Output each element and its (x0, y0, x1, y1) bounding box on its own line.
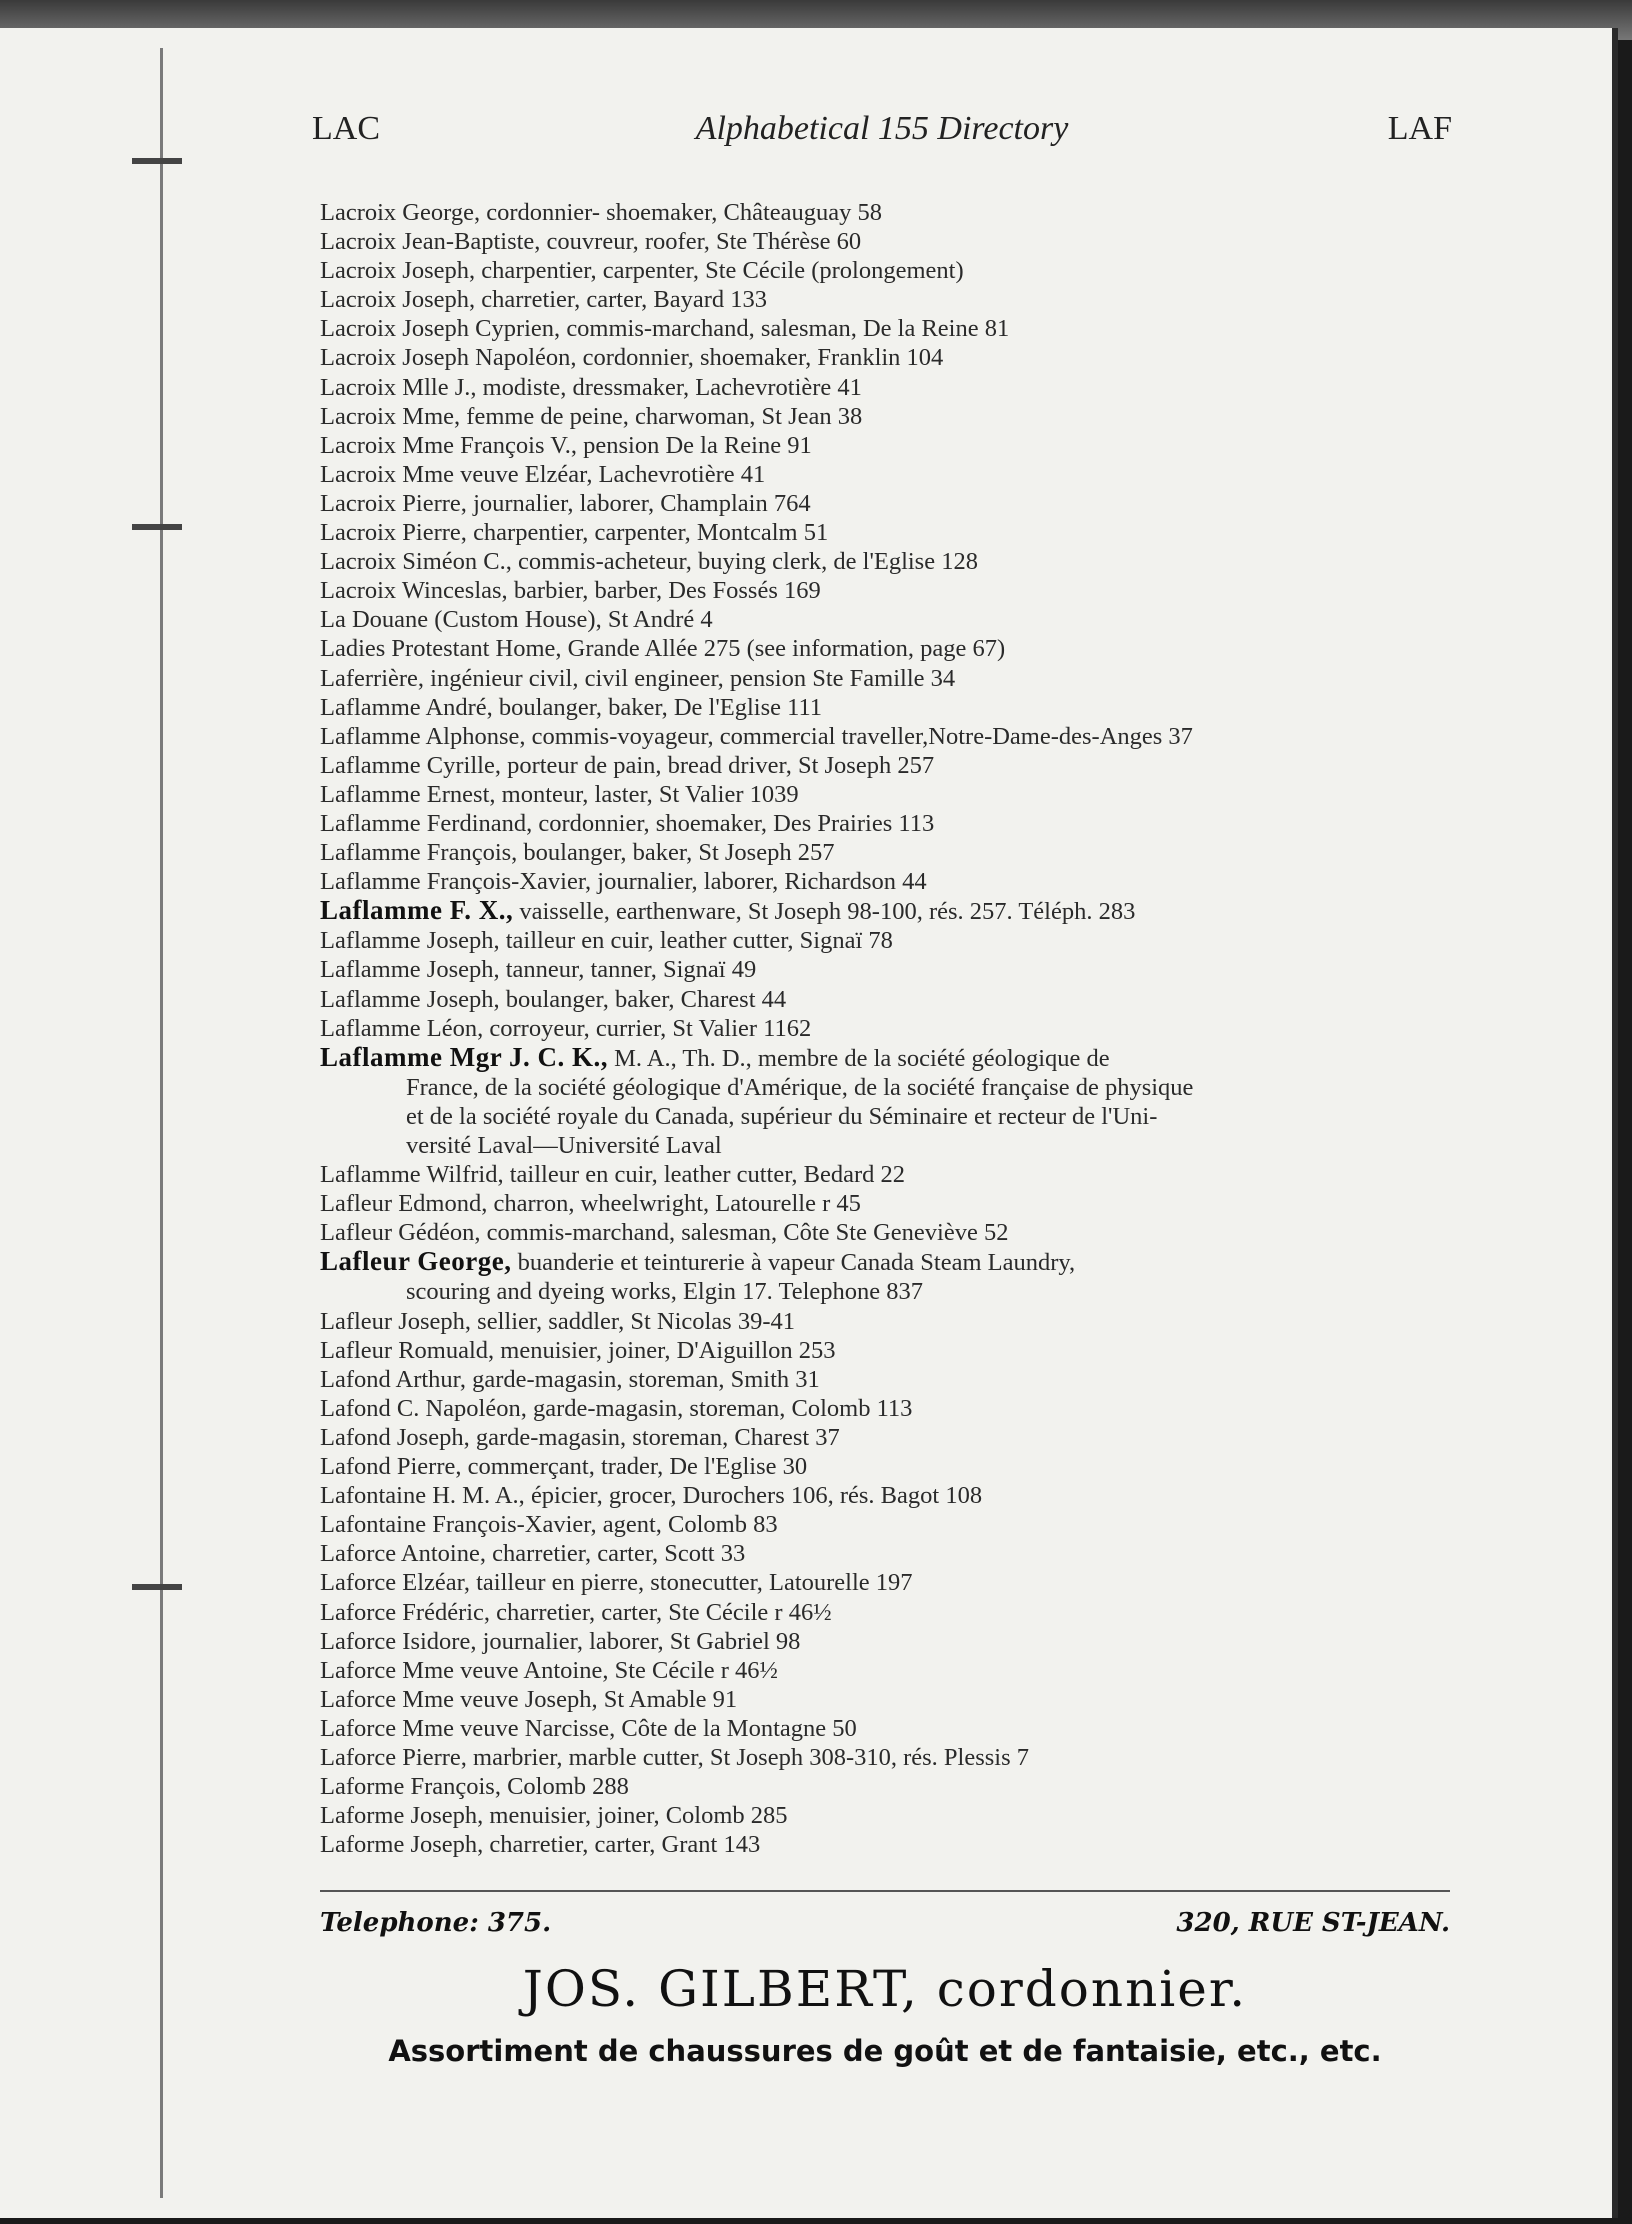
directory-entry (320, 926, 1460, 955)
entry-name: Laflamme Mgr J. C. K., (320, 1041, 608, 1072)
directory-entry (320, 809, 1460, 838)
entry-name: Laflamme Joseph, (320, 956, 500, 984)
advertisement (320, 1908, 1450, 2068)
entry-name: Laflamme Joseph, (320, 985, 500, 1013)
entry-details: charretier, carter, Grant 143 (483, 1831, 761, 1859)
entry-details: buanderie et teinturerie à vapeur Canada Steam Laundry, (511, 1249, 1076, 1277)
header-right: LAF (1387, 110, 1452, 147)
directory-entry (320, 431, 1460, 460)
entry-details: cordonnier, shoemaker, Franklin 104 (576, 344, 944, 372)
ad-tagline: Assortiment de chaussures de goût et de fantaisie, etc., etc. (388, 2034, 1382, 2068)
directory-entry (320, 547, 1460, 576)
entry-name: Laflamme Alphonse, (320, 722, 526, 750)
entry-name: Laforce Pierre, (320, 1743, 467, 1771)
directory-entry (320, 1801, 1460, 1830)
directory-entry (320, 896, 1460, 926)
entry-name: Laflamme Ernest, (320, 780, 496, 808)
directory-entry (320, 867, 1460, 896)
directory-entry (320, 1481, 1460, 1510)
entry-name: Lacroix Joseph Cyprien, (320, 315, 561, 343)
entry-name: Ladies Protestant Home, (320, 635, 562, 663)
entry-details: agent, Colomb 83 (596, 1511, 778, 1539)
entry-details: vaisselle, earthenware, St Joseph 98-100, rés. 257. Téléph. 283 (513, 898, 1136, 926)
entry-details: cordonnier, shoemaker, Des Prairies 113 (532, 809, 935, 837)
directory-entry (320, 1189, 1460, 1218)
directory-entry (320, 1656, 1460, 1685)
entry-details: Ste Cécile r 46½ (608, 1656, 778, 1684)
entry-name: Lacroix Mme, (320, 402, 461, 430)
entry-continuation: versité Laval—Université Laval (406, 1132, 722, 1159)
directory-entry (320, 1014, 1460, 1043)
entry-details: journalier, laborer, Champlain 764 (466, 489, 811, 517)
entry-details: garde-magasin, storeman, Colomb 113 (526, 1394, 913, 1422)
directory-entry (320, 1539, 1460, 1568)
directory-entry (320, 605, 1460, 634)
entry-details: charretier, carter, Scott 33 (486, 1540, 746, 1568)
entry-details: commerçant, trader, De l'Eglise 30 (461, 1453, 808, 1481)
entry-name: Laflamme Cyrille, (320, 751, 501, 779)
entry-name: Lacroix Winceslas, (320, 577, 508, 605)
entry-details: boulanger, baker, St Joseph 257 (517, 839, 835, 867)
entry-details: cordonnier- shoemaker, Châteauguay 58 (480, 199, 883, 226)
entry-details: commis-marchand, salesman, De la Reine 81 (560, 315, 1010, 343)
entry-continuation: et de la société royale du Canada, supérieur du Séminaire et recteur de l'Uni- (406, 1102, 1158, 1130)
entry-name: Lacroix Mme veuve Elzéar, (320, 460, 593, 488)
entry-details: Colomb 288 (500, 1773, 629, 1801)
directory-entry (320, 1685, 1460, 1714)
entry-details: tanneur, tanner, Signaï 49 (499, 956, 757, 984)
entry-details: Côte de la Montagne 50 (615, 1714, 857, 1742)
directory-entry (320, 693, 1460, 722)
entry-details: boulanger, baker, Charest 44 (499, 985, 787, 1013)
directory-entry (320, 751, 1460, 780)
directory-entry (320, 1423, 1460, 1452)
entry-details: (Custom House), St André 4 (428, 606, 713, 634)
entry-continuation: France, de la société géologique d'Amérique, de la société française de physique (406, 1073, 1194, 1101)
directory-entry (320, 1365, 1460, 1394)
directory-entry (320, 402, 1460, 431)
entry-name: Lafontaine H. M. A., (320, 1482, 525, 1510)
entry-details: garde-magasin, storeman, Charest 37 (469, 1423, 840, 1451)
directory-entry (320, 1772, 1460, 1801)
directory-entry (320, 1336, 1460, 1365)
entry-name: Lacroix Joseph, (320, 286, 476, 314)
directory-entry (320, 1160, 1460, 1189)
directory-entry (320, 1510, 1460, 1539)
entry-details: monteur, laster, St Valier 1039 (495, 780, 799, 808)
entry-name: Laflamme Wilfrid, (320, 1161, 504, 1189)
entry-details: commis-acheteur, buying clerk, de l'Eglise 128 (511, 548, 978, 576)
margin-mark (132, 524, 182, 530)
directory-entry (320, 576, 1460, 605)
entry-name: Laferrière, (320, 664, 425, 692)
entry-details: couvreur, roofer, Ste Thérèse 60 (540, 228, 862, 256)
entry-name: Lafleur Romuald, (320, 1336, 495, 1364)
directory-entry (320, 256, 1460, 285)
entry-name: Laforce Mme veuve Antoine, (320, 1656, 609, 1684)
entry-details: garde-magasin, storeman, Smith 31 (465, 1365, 820, 1393)
directory-entry (320, 518, 1460, 547)
entry-name: Laforce Mme veuve Joseph, (320, 1685, 598, 1713)
entry-name: Lacroix Mlle J., (320, 373, 477, 401)
entry-name: Lacroix Joseph Napoléon, (320, 344, 577, 372)
divider (320, 1890, 1450, 1892)
entry-name: Lacroix Jean-Baptiste, (320, 228, 541, 256)
entry-details: femme de peine, charwoman, St Jean 38 (460, 402, 863, 430)
entry-details: Grande Allée 275 (see information, page 67) (561, 635, 1006, 663)
entry-name: Laflamme F. X., (320, 895, 514, 926)
entry-details: marbrier, marble cutter, St Joseph 308-310, rés. Plessis 7 (466, 1743, 1030, 1771)
directory-entry (320, 460, 1460, 489)
entry-name: Laforme Joseph, (320, 1802, 484, 1830)
entry-name: Lafond Arthur, (320, 1365, 466, 1393)
entry-name: Laflamme François, (320, 839, 518, 867)
entry-name: La Douane (320, 606, 429, 634)
entry-details: charretier, carter, Bayard 133 (475, 286, 767, 314)
directory-entries (320, 198, 1460, 1859)
directory-entry (320, 1452, 1460, 1481)
directory-entry (320, 314, 1460, 343)
entry-details: barbier, barber, Des Fossés 169 (507, 577, 821, 605)
directory-entry (320, 1598, 1460, 1627)
entry-name: Lafleur Gédéon, (320, 1219, 481, 1247)
entry-name: Lafond Pierre, (320, 1453, 462, 1481)
directory-entry (320, 722, 1460, 751)
header-left: LAC (312, 110, 380, 147)
entry-details: boulanger, baker, De l'Eglise 111 (492, 693, 823, 721)
directory-entry (320, 1247, 1460, 1306)
entry-details: tailleur en cuir, leather cutter, Signaï 78 (499, 927, 893, 955)
directory-entry (320, 285, 1460, 314)
directory-entry (320, 1743, 1460, 1772)
directory-entry (320, 985, 1460, 1014)
directory-entry (320, 1714, 1460, 1743)
directory-entry (320, 1627, 1460, 1656)
directory-entry (320, 838, 1460, 867)
entry-details: charretier, carter, Ste Cécile r 46½ (490, 1598, 832, 1626)
entry-name: Lacroix Joseph, (320, 257, 476, 285)
ad-telephone: Telephone: 375. (320, 1908, 552, 1938)
ad-address: 320, RUE ST-JEAN. (1176, 1908, 1450, 1938)
entry-name: Laforce Isidore, (320, 1627, 477, 1655)
entry-name: Laflamme André, (320, 693, 493, 721)
entry-details: tailleur en pierre, stonecutter, Latourelle 197 (469, 1569, 913, 1597)
entry-name: Lacroix George, (320, 199, 481, 226)
entry-name: Laforme François, (320, 1773, 501, 1801)
entry-details: menuisier, joiner, D'Aiguillon 253 (494, 1336, 836, 1364)
directory-entry (320, 1830, 1460, 1859)
page-header (312, 110, 1452, 166)
entry-details: épicier, grocer, Durochers 106, rés. Bagot 108 (524, 1482, 983, 1510)
entry-name: Laforme Joseph, (320, 1831, 484, 1859)
entry-details: sellier, saddler, St Nicolas 39-41 (471, 1307, 796, 1335)
directory-entry (320, 343, 1460, 372)
entry-name: Laflamme François-Xavier, (320, 868, 592, 896)
directory-entry (320, 664, 1460, 693)
directory-entry (320, 1218, 1460, 1247)
entry-details: journalier, laborer, Richardson 44 (591, 868, 927, 896)
entry-name: Lacroix Mme François V., (320, 431, 577, 459)
entry-name: Lafleur George, (320, 1246, 512, 1277)
entry-details: commis-marchand, salesman, Côte Ste Geneviève 52 (480, 1219, 1009, 1247)
entry-details: St Amable 91 (597, 1685, 738, 1713)
directory-entry (320, 955, 1460, 984)
entry-details: M. A., Th. D., membre de la société géologique de (607, 1044, 1110, 1072)
directory-entry (320, 198, 1460, 227)
ad-title: JOS. GILBERT, cordonnier. (522, 1960, 1248, 2018)
entry-details: charron, wheelwright, Latourelle r 45 (487, 1190, 861, 1218)
entry-name: Lafond Joseph, (320, 1423, 470, 1451)
directory-entry (320, 1568, 1460, 1597)
entry-name: Lacroix Pierre, (320, 489, 467, 517)
entry-name: Laflamme Léon, (320, 1014, 484, 1042)
entry-name: Laflamme Ferdinand, (320, 809, 533, 837)
entry-name: Lacroix Pierre, (320, 519, 467, 547)
entry-name: Lafond C. Napoléon, (320, 1394, 527, 1422)
entry-name: Laforce Antoine, (320, 1540, 486, 1568)
directory-entry (320, 1307, 1460, 1336)
entry-name: Laforce Frédéric, (320, 1598, 491, 1626)
entry-details: journalier, laborer, St Gabriel 98 (476, 1627, 801, 1655)
binding-margin-line (160, 48, 163, 2198)
entry-details: corroyeur, currier, St Valier 1162 (483, 1014, 812, 1042)
directory-entry (320, 1043, 1460, 1160)
directory-entry (320, 489, 1460, 518)
directory-entry (320, 227, 1460, 256)
entry-details: tailleur en cuir, leather cutter, Bedard 22 (503, 1161, 906, 1189)
entry-name: Laforce Mme veuve Narcisse, (320, 1714, 616, 1742)
entry-name: Lafontaine François-Xavier, (320, 1511, 597, 1539)
entry-continuation: scouring and dyeing works, Elgin 17. Telephone 837 (406, 1278, 924, 1306)
entry-details: menuisier, joiner, Colomb 285 (483, 1802, 788, 1830)
entry-name: Laforce Elzéar, (320, 1569, 470, 1597)
directory-entry (320, 1394, 1460, 1423)
entry-details: Lachevrotière 41 (592, 460, 766, 488)
entry-name: Laflamme Joseph, (320, 927, 500, 955)
header-center: Alphabetical 155 Directory (695, 110, 1069, 147)
entry-details: modiste, dressmaker, Lachevrotière 41 (476, 373, 862, 401)
entry-name: Lacroix Siméon C., (320, 548, 512, 576)
entry-details: pension De la Reine 91 (577, 431, 812, 459)
entry-name: Lafleur Joseph, (320, 1307, 472, 1335)
entry-details: commis-voyageur, commercial traveller,Notre-Dame-des-Anges 37 (525, 722, 1193, 750)
directory-entry (320, 634, 1460, 663)
directory-entry (320, 780, 1460, 809)
entry-details: charpentier, carpenter, Ste Cécile (prolongement) (475, 257, 964, 285)
entry-details: porteur de pain, bread driver, St Joseph 257 (500, 751, 935, 779)
margin-mark (132, 1584, 182, 1590)
entry-details: charpentier, carpenter, Montcalm 51 (466, 519, 829, 547)
entry-name: Lafleur Edmond, (320, 1190, 488, 1218)
entry-details: ingénieur civil, civil engineer, pension Ste Famille 34 (424, 664, 956, 692)
margin-mark (132, 158, 182, 164)
directory-entry (320, 373, 1460, 402)
